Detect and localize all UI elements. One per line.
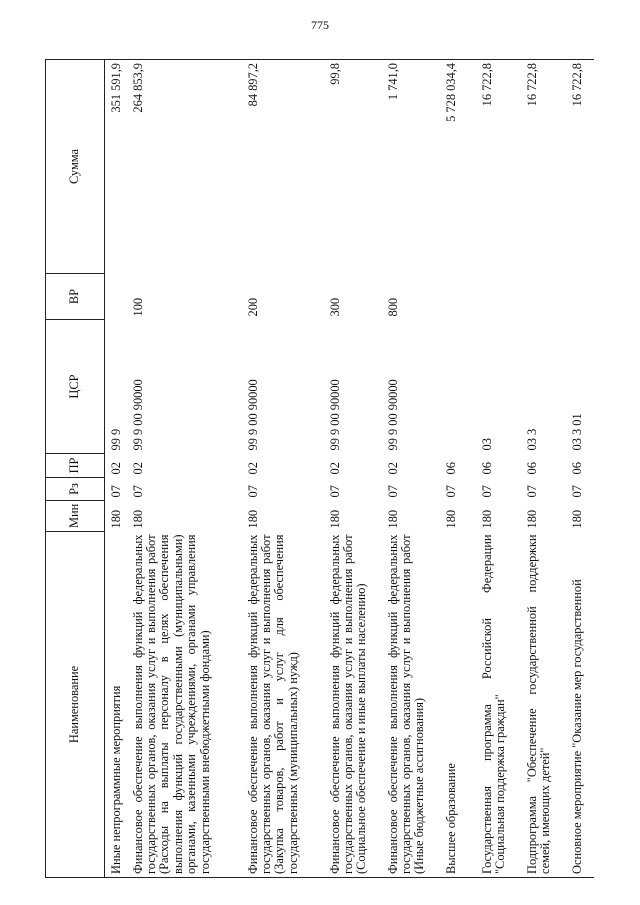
table-row: [328, 60, 386, 878]
row-pr: 06: [569, 462, 584, 475]
row-name: Подпрограмма "Обеспечение государственной поддержки семей, имеющих детей": [525, 532, 570, 878]
row-pr: 02: [327, 462, 342, 475]
page-number: 775: [311, 18, 329, 32]
row-rz: 07: [130, 485, 145, 498]
row-min: 180: [385, 509, 400, 529]
row-sum: 5 728 034,4: [444, 60, 480, 274]
row-name: Финансовое обеспечение выполнения функций федеральных государственных органов, оказания услуг и выполнения работ (Расходы на выплаты персоналу в целях обеспечения выполнения функций государственными (муниципальными) органами, казенными учреждениями, органами управления государственными внебюджетными фондами): [131, 532, 246, 878]
table-row: [570, 60, 594, 878]
row-csr: 99 9 00 90000: [245, 379, 260, 451]
row-sum: 16 722,8: [480, 60, 525, 274]
table-row: [246, 60, 328, 878]
row-min: 180: [245, 509, 260, 529]
row-csr: 99 9 00 90000: [385, 379, 400, 451]
table-row: [480, 60, 525, 878]
rotated-page: [45, 60, 610, 878]
header-min: Мин: [46, 501, 105, 532]
row-min: 180: [130, 509, 145, 529]
row-pr: 02: [109, 462, 123, 475]
row-vr: [444, 274, 480, 320]
row-pr: 06: [479, 462, 494, 475]
row-vr: 300: [327, 297, 342, 317]
row-sum: 16 722,8: [525, 60, 570, 274]
header-rz: Рз: [46, 478, 105, 501]
row-sum: 16 722,8: [570, 60, 594, 274]
row-pr: 06: [524, 462, 539, 475]
row-rz: 07: [109, 485, 123, 498]
row-name: Финансовое обеспечение выполнения функций федеральных государственных органов, оказания услуг и выполнения работ (Иные бюджетные ассигнования): [386, 532, 444, 878]
row-sum: 84 897,2: [246, 60, 328, 274]
row-pr: 02: [130, 462, 145, 475]
budget-table: [45, 59, 594, 878]
header-sum: Сумма: [46, 60, 105, 274]
header-name: Наименование: [46, 532, 105, 878]
row-name: Финансовое обеспечение выполнения функций федеральных государственных органов, оказания услуг и выполнения работ (Закупка товаров, работ и услуг для обеспечения государственных (муниципальных) нужд): [246, 532, 328, 878]
row-csr: [444, 320, 480, 454]
row-pr: 06: [443, 462, 458, 475]
row-min: 180: [569, 509, 584, 529]
row-min: 180: [479, 509, 494, 529]
row-vr: [105, 274, 131, 320]
row-csr: 03 3 01: [569, 413, 584, 451]
row-sum: 99,8: [328, 60, 386, 274]
row-min: 180: [109, 509, 123, 529]
row-sum: 351 591,9: [105, 60, 131, 274]
row-csr: 99 9 00 90000: [130, 379, 145, 451]
header-csr: ЦСР: [46, 320, 105, 454]
row-name: Государственная программа Российской Федерации "Социальная поддержка граждан": [480, 532, 525, 878]
row-name: Иные непрограммные мероприятия: [105, 532, 131, 878]
row-vr: 800: [385, 297, 400, 317]
row-rz: 07: [327, 485, 342, 498]
row-rz: 07: [479, 485, 494, 498]
table-row: [525, 60, 570, 878]
row-rz: 07: [569, 485, 584, 498]
row-name: Финансовое обеспечение выполнения функций федеральных государственных органов, оказания услуг и выполнения работ (Социальное обеспечение и иные выплаты населению): [328, 532, 386, 878]
header-pr: ПР: [46, 454, 105, 478]
table-header-row: [46, 60, 105, 878]
row-csr: 99 9 00 90000: [327, 379, 342, 451]
row-vr: [570, 274, 594, 320]
table-row: [386, 60, 444, 878]
row-sum: 1 741,0: [386, 60, 444, 274]
row-min: 180: [327, 509, 342, 529]
table-row: [131, 60, 246, 878]
row-rz: 07: [385, 485, 400, 498]
row-min: 180: [443, 509, 458, 529]
row-name: Высшее образование: [444, 532, 480, 878]
row-vr: [480, 274, 525, 320]
table-row: [105, 60, 131, 878]
row-csr: 03 3: [524, 428, 539, 451]
row-rz: 07: [524, 485, 539, 498]
row-csr: 99 9: [109, 428, 123, 451]
table-row: [444, 60, 480, 878]
row-min: 180: [524, 509, 539, 529]
row-vr: 100: [130, 297, 145, 317]
row-rz: 07: [245, 485, 260, 498]
row-name: Основное мероприятие "Оказание мер государственной: [570, 532, 594, 878]
row-csr: 03: [479, 438, 494, 451]
row-pr: 02: [385, 462, 400, 475]
row-vr: 200: [245, 297, 260, 317]
row-pr: 02: [245, 462, 260, 475]
header-vr: ВР: [46, 274, 105, 320]
row-vr: [525, 274, 570, 320]
row-rz: 07: [443, 485, 458, 498]
row-sum: 264 853,9: [131, 60, 246, 274]
